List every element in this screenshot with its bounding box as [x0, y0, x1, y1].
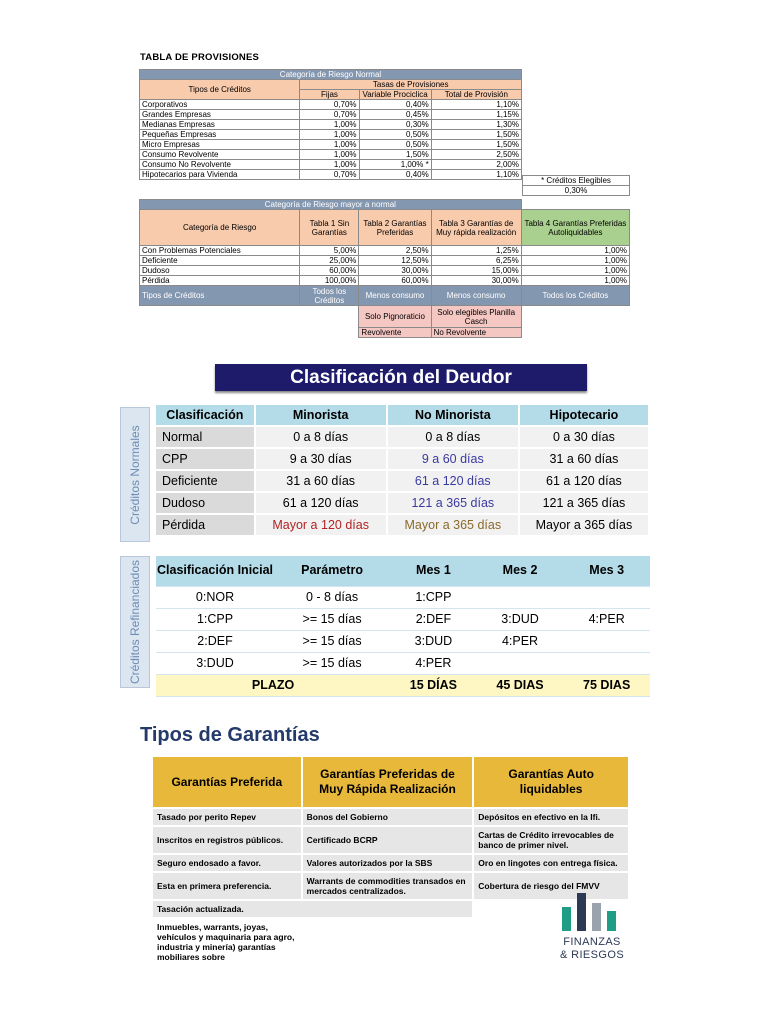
deudor-cell: 0 a 8 días [388, 427, 518, 447]
garantias-extra-1: Tasación actualizada. [153, 900, 473, 918]
provision-value: 0,30% [359, 120, 431, 130]
provision-value: 0,40% [359, 170, 431, 180]
refin-header: Mes 2 [477, 556, 564, 586]
provisiones-title: TABLA DE PROVISIONES [140, 52, 260, 63]
provision-value: 2,50% [431, 150, 521, 160]
note-value: 0,30% [523, 186, 630, 196]
refin-header: Mes 3 [563, 556, 650, 586]
logo-bar-2 [577, 893, 586, 931]
deudor-cell: 121 a 365 días [520, 493, 648, 513]
garantia-cell: Certificado BCRP [302, 826, 474, 854]
provision-row [140, 110, 522, 120]
deudor-cell: 61 a 120 días [520, 471, 648, 491]
deudor-table [154, 403, 650, 537]
note-table [522, 175, 630, 196]
refin-cell [477, 652, 564, 674]
risk-value: 100,00% [300, 276, 359, 286]
provision-value: 1,00% * [359, 160, 431, 170]
refin-row [156, 608, 650, 630]
deudor-class: CPP [156, 449, 254, 469]
provision-row [140, 100, 522, 110]
deudor-cell: Mayor a 365 días [520, 515, 648, 535]
provision-row [140, 120, 522, 130]
deudor-class: Pérdida [156, 515, 254, 535]
deudor-cell: 0 a 30 días [520, 427, 648, 447]
note-label: * Créditos Elegibles [523, 176, 630, 186]
risk-value: 15,00% [431, 266, 521, 276]
provisiones-mayor-table [139, 199, 630, 338]
finanzas-logo-icon [562, 893, 620, 931]
deudor-row [156, 449, 648, 469]
refinanciados-table [156, 556, 650, 697]
garantia-cell: Depósitos en efectivo en la Ifi. [473, 808, 629, 826]
provision-value: 0,70% [300, 100, 359, 110]
deudor-header: No Minorista [388, 405, 518, 425]
menos2-label: Menos consumo [431, 286, 521, 306]
garantias-extra-2: Inmuebles, warrants, joyas, vehículos y maquinaria para agro, industria y minería) garantías mobiliares sobre [153, 918, 302, 966]
deudor-cell: Mayor a 365 días [388, 515, 518, 535]
plazo-label: PLAZO [156, 674, 390, 696]
provision-value: 1,00% [300, 150, 359, 160]
revolvente-label: Revolvente [359, 328, 431, 338]
provision-value: 0,50% [359, 130, 431, 140]
risk-category: Dudoso [140, 266, 300, 276]
deudor-cell: 31 a 60 días [256, 471, 386, 491]
risk-value: 1,00% [521, 266, 629, 276]
todos2-label: Todos los Créditos [521, 286, 629, 306]
risk-value: 5,00% [300, 246, 359, 256]
refin-cell [563, 586, 650, 608]
garantia-cell: Bonos del Gobierno [302, 808, 474, 826]
provision-type: Pequeñas Empresas [140, 130, 300, 140]
risk-value: 2,50% [359, 246, 431, 256]
deudor-cell: Mayor a 120 días [256, 515, 386, 535]
deudor-header: Minorista [256, 405, 386, 425]
tasas-label: Tasas de Provisiones [300, 80, 522, 90]
garantia-cell: Valores autorizados por la SBS [302, 854, 474, 872]
normales-side-label: Créditos Normales [120, 407, 150, 542]
garantia-cell: Warrants de commodities transados en mercados centralizados. [302, 872, 474, 900]
risk-value: 6,25% [431, 256, 521, 266]
provision-row [140, 160, 522, 170]
refin-row [156, 630, 650, 652]
garantia-cell: Esta en primera preferencia. [153, 872, 302, 900]
provision-value: 1,30% [431, 120, 521, 130]
provision-type: Corporativos [140, 100, 300, 110]
logo-bar-3 [592, 903, 601, 931]
refin-cell: 2:DEF [390, 608, 477, 630]
provision-value: 1,50% [431, 140, 521, 150]
provision-value: 0,70% [300, 170, 359, 180]
garantia-cell: Oro en lingotes con entrega física. [473, 854, 629, 872]
garantia-cell: Cartas de Crédito irrevocables de banco de primer nivel. [473, 826, 629, 854]
refinanciados-side-label: Créditos Refinanciados [120, 556, 150, 688]
provision-value: 1,50% [431, 130, 521, 140]
provision-row [140, 130, 522, 140]
risk-value: 12,50% [359, 256, 431, 266]
refin-cell: 1:CPP [156, 608, 274, 630]
plazo-mes2: 45 DIAS [477, 674, 564, 696]
risk-value: 1,00% [521, 276, 629, 286]
logo-line-1: FINANZAS [563, 936, 621, 948]
refin-row [156, 652, 650, 674]
refin-header: Clasificación Inicial [156, 556, 274, 586]
provision-type: Hipotecarios para Vivienda [140, 170, 300, 180]
deudor-row [156, 493, 648, 513]
cat-label: Categoría de Riesgo [140, 210, 300, 246]
risk-value: 1,00% [521, 246, 629, 256]
provision-value: 1,00% [300, 130, 359, 140]
plazo-mes1: 15 DÍAS [390, 674, 477, 696]
t1-header: Tabla 1 Sin Garantías [300, 210, 359, 246]
refin-cell: 4:PER [477, 630, 564, 652]
provision-value: 0,50% [359, 140, 431, 150]
deudor-banner: Clasificación del Deudor [215, 364, 587, 391]
provision-value: 1,10% [431, 100, 521, 110]
deudor-cell: 61 a 120 días [256, 493, 386, 513]
refin-cell: >= 15 días [274, 630, 390, 652]
provision-value: 1,10% [431, 170, 521, 180]
refin-cell: 4:PER [390, 652, 477, 674]
risk-category: Con Problemas Potenciales [140, 246, 300, 256]
garantia-row [153, 826, 629, 854]
provision-value: 1,00% [300, 140, 359, 150]
provision-value: 1,50% [359, 150, 431, 160]
refin-cell [563, 630, 650, 652]
deudor-class: Deficiente [156, 471, 254, 491]
menos1-label: Menos consumo [359, 286, 431, 306]
refin-cell: 3:DUD [390, 630, 477, 652]
refin-header: Mes 1 [390, 556, 477, 586]
tipos-label: Tipos de Créditos [140, 80, 300, 100]
logo-line-2: & RIESGOS [559, 949, 625, 961]
risk-value: 1,00% [521, 256, 629, 266]
garantias-header-auto: Garantías Auto liquidables [473, 757, 629, 808]
deudor-row [156, 471, 648, 491]
risk-value: 30,00% [359, 266, 431, 276]
deudor-cell: 9 a 60 días [388, 449, 518, 469]
garantia-row [153, 854, 629, 872]
refin-cell [563, 652, 650, 674]
mayor-header: Categoría de Riesgo mayor a normal [140, 200, 522, 210]
col-variable: Variable Prociclica [359, 90, 431, 100]
solo2-label: Solo elegibles Planilla Casch [431, 306, 521, 328]
deudor-cell: 121 a 365 días [388, 493, 518, 513]
deudor-header: Clasificación [156, 405, 254, 425]
refin-cell: >= 15 días [274, 652, 390, 674]
provisiones-normal-table [139, 69, 522, 180]
refin-cell: 0:NOR [156, 586, 274, 608]
logo-bar-4 [607, 911, 616, 931]
risk-value: 60,00% [359, 276, 431, 286]
garantias-title: Tipos de Garantías [140, 724, 320, 746]
provision-type: Consumo Revolvente [140, 150, 300, 160]
risk-row [140, 266, 630, 276]
provision-value: 1,00% [300, 120, 359, 130]
risk-category: Pérdida [140, 276, 300, 286]
garantia-row [153, 872, 629, 900]
t2-header: Tabla 2 Garantías Preferidas [359, 210, 431, 246]
deudor-class: Dudoso [156, 493, 254, 513]
col-fijas: Fijas [300, 90, 359, 100]
garantia-cell: Seguro endosado a favor. [153, 854, 302, 872]
t4-header: Tabla 4 Garantías Preferidas Autoliquidables [521, 210, 629, 246]
deudor-cell: 9 a 30 días [256, 449, 386, 469]
refin-row [156, 586, 650, 608]
refin-cell: 3:DUD [477, 608, 564, 630]
refin-cell: >= 15 días [274, 608, 390, 630]
normal-header: Categoría de Riesgo Normal [140, 70, 522, 80]
provision-value: 1,00% [300, 160, 359, 170]
provision-type: Medianas Empresas [140, 120, 300, 130]
refin-cell: 3:DUD [156, 652, 274, 674]
provision-row [140, 170, 522, 180]
risk-value: 60,00% [300, 266, 359, 276]
garantias-header-preferida: Garantías Preferida [153, 757, 302, 808]
garantias-header-rapida: Garantías Preferidas de Muy Rápida Realización [302, 757, 474, 808]
solo1-label: Solo Pignoraticio [359, 306, 431, 328]
col-total: Total de Provisión [431, 90, 521, 100]
garantia-cell: Cobertura de riesgo del FMVV [473, 872, 629, 900]
refin-cell: 4:PER [563, 608, 650, 630]
refin-cell [477, 586, 564, 608]
risk-category: Deficiente [140, 256, 300, 266]
deudor-row [156, 427, 648, 447]
risk-row [140, 256, 630, 266]
provision-value: 0,40% [359, 100, 431, 110]
provision-type: Micro Empresas [140, 140, 300, 150]
risk-value: 30,00% [431, 276, 521, 286]
logo-text [552, 936, 632, 962]
plazo-mes3: 75 DIAS [563, 674, 650, 696]
t3-header: Tabla 3 Garantías de Muy rápida realización [431, 210, 521, 246]
garantia-cell: Inscritos en registros públicos. [153, 826, 302, 854]
deudor-header: Hipotecario [520, 405, 648, 425]
risk-value: 25,00% [300, 256, 359, 266]
deudor-cell: 31 a 60 días [520, 449, 648, 469]
deudor-cell: 61 a 120 días [388, 471, 518, 491]
garantia-row [153, 808, 629, 826]
provision-row [140, 150, 522, 160]
norevolvente-label: No Revolvente [431, 328, 521, 338]
refin-cell: 2:DEF [156, 630, 274, 652]
risk-row [140, 276, 630, 286]
risk-value: 1,25% [431, 246, 521, 256]
refin-cell: 0 - 8 días [274, 586, 390, 608]
deudor-class: Normal [156, 427, 254, 447]
refin-header: Parámetro [274, 556, 390, 586]
garantia-cell: Tasado por perito Repev [153, 808, 302, 826]
provision-type: Consumo No Revolvente [140, 160, 300, 170]
provision-row [140, 140, 522, 150]
provision-value: 0,70% [300, 110, 359, 120]
risk-row [140, 246, 630, 256]
provision-value: 0,45% [359, 110, 431, 120]
tipos2-label: Tipos de Créditos [140, 286, 300, 306]
deudor-row [156, 515, 648, 535]
provision-value: 2,00% [431, 160, 521, 170]
refin-cell: 1:CPP [390, 586, 477, 608]
logo-bar-1 [562, 907, 571, 931]
todos1-label: Todos los Créditos [300, 286, 359, 306]
provision-value: 1,15% [431, 110, 521, 120]
deudor-cell: 0 a 8 días [256, 427, 386, 447]
provision-type: Grandes Empresas [140, 110, 300, 120]
